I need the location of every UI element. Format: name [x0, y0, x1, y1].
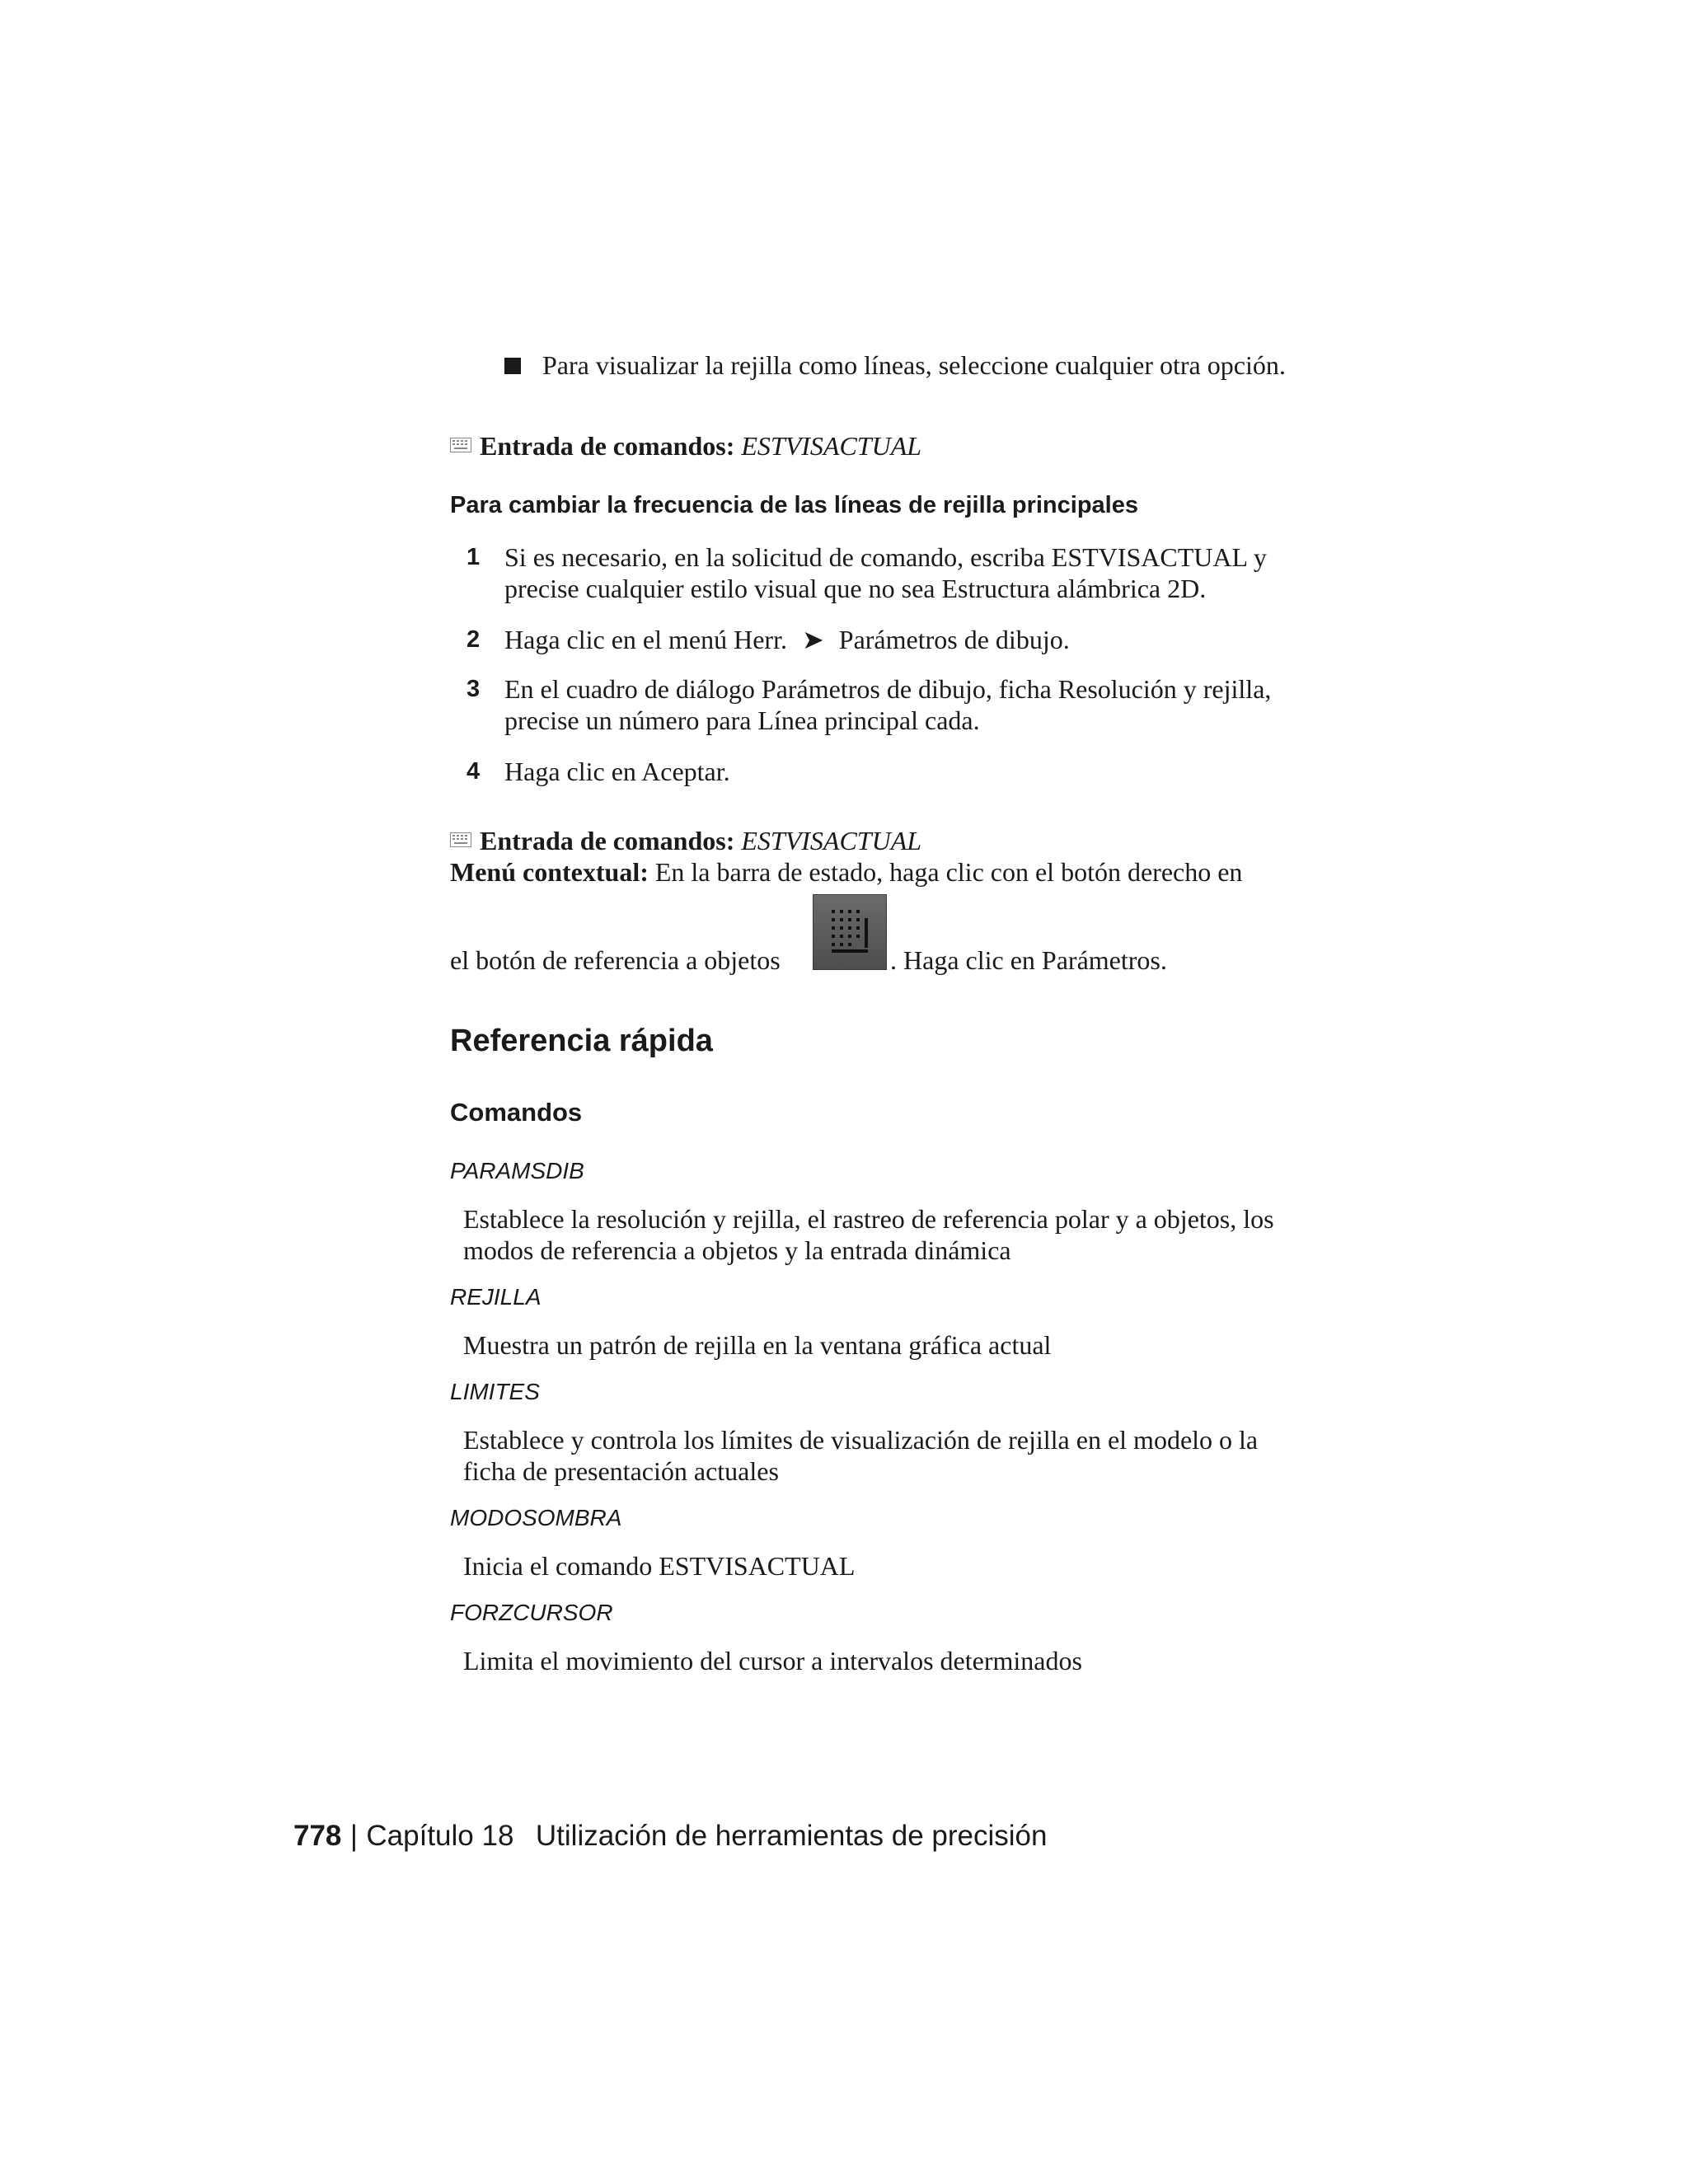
- page-footer: [293, 1820, 1047, 1853]
- command-name: MODOSOMBRA: [450, 1505, 622, 1530]
- command-description: Establece la resolución y rejilla, el rastreo de referencia polar y a objetos, los: [463, 1204, 1274, 1234]
- command-entry-2: [480, 825, 921, 856]
- command-entry-value: ESTVISACTUAL: [741, 826, 922, 855]
- bullet-square: [504, 358, 521, 374]
- shortcut-menu-text: En la barra de estado, haga clic con el botón derecho en: [654, 857, 1243, 887]
- footer-separator: |: [349, 1820, 358, 1852]
- command-name: LIMITES: [450, 1379, 540, 1404]
- shortcut-menu-label: Menú contextual:: [450, 857, 649, 887]
- command-entry-value: ESTVISACTUAL: [741, 431, 922, 461]
- menu-arrow-icon: ➤: [801, 625, 824, 654]
- command-description: Limita el movimiento del cursor a intervalos determinados: [463, 1646, 1082, 1675]
- chapter-title: Utilización de herramientas de precisión: [535, 1820, 1048, 1852]
- command-description: ficha de presentación actuales: [463, 1456, 779, 1486]
- command-description: Establece y controla los límites de visualización de rejilla en el modelo o la: [463, 1425, 1259, 1455]
- command-description: Muestra un patrón de rejilla en la ventana gráfica actual: [463, 1330, 1052, 1360]
- shortcut-menu-line-1: [450, 856, 1242, 888]
- step-text: [504, 624, 1070, 655]
- step-text-pre: Haga clic en el menú Herr.: [504, 625, 787, 654]
- procedure-title: Para cambiar la frecuencia de las líneas de rejilla principales: [450, 492, 1138, 518]
- command-description: Inicia el comando ESTVISACTUAL: [463, 1551, 856, 1581]
- command-description: modos de referencia a objetos y la entrada dinámica: [463, 1235, 1011, 1265]
- step-text: precise un número para Línea principal cada.: [504, 705, 980, 735]
- shortcut-menu-line-2-post: . Haga clic en Parámetros.: [890, 945, 1167, 975]
- command-name: REJILLA: [450, 1284, 542, 1310]
- bullet-text: Para visualizar la rejilla como líneas, seleccione cualquier otra opción.: [542, 350, 1286, 380]
- shortcut-menu-line-2-pre: el botón de referencia a objetos: [450, 945, 781, 975]
- command-entry-1: [480, 430, 921, 462]
- step-text-post: Parámetros de dibujo.: [838, 625, 1070, 654]
- snap-grid-icon: [813, 894, 887, 970]
- subsection-heading: Comandos: [450, 1098, 583, 1127]
- step-number: 4: [467, 758, 481, 785]
- page-number: 778: [293, 1820, 342, 1852]
- step-number: 3: [467, 676, 481, 702]
- step-number: 2: [467, 626, 481, 653]
- command-entry-label: Entrada de comandos:: [480, 826, 735, 855]
- command-name: PARAMSDIB: [450, 1158, 584, 1183]
- step-text: Si es necesario, en la solicitud de comando, escriba ESTVISACTUAL y: [504, 542, 1267, 572]
- command-entry-label: Entrada de comandos:: [480, 431, 735, 461]
- section-heading: Referencia rápida: [450, 1024, 713, 1058]
- step-text: precise cualquier estilo visual que no sea Estructura alámbrica 2D.: [504, 574, 1207, 603]
- keyboard-icon: [450, 438, 471, 452]
- keyboard-icon: [450, 832, 471, 847]
- step-text: En el cuadro de diálogo Parámetros de dibujo, ficha Resolución y rejilla,: [504, 674, 1272, 704]
- command-name: FORZCURSOR: [450, 1600, 613, 1625]
- chapter-label: Capítulo 18: [366, 1820, 514, 1852]
- step-number: 1: [467, 544, 481, 570]
- step-text: Haga clic en Aceptar.: [504, 757, 730, 786]
